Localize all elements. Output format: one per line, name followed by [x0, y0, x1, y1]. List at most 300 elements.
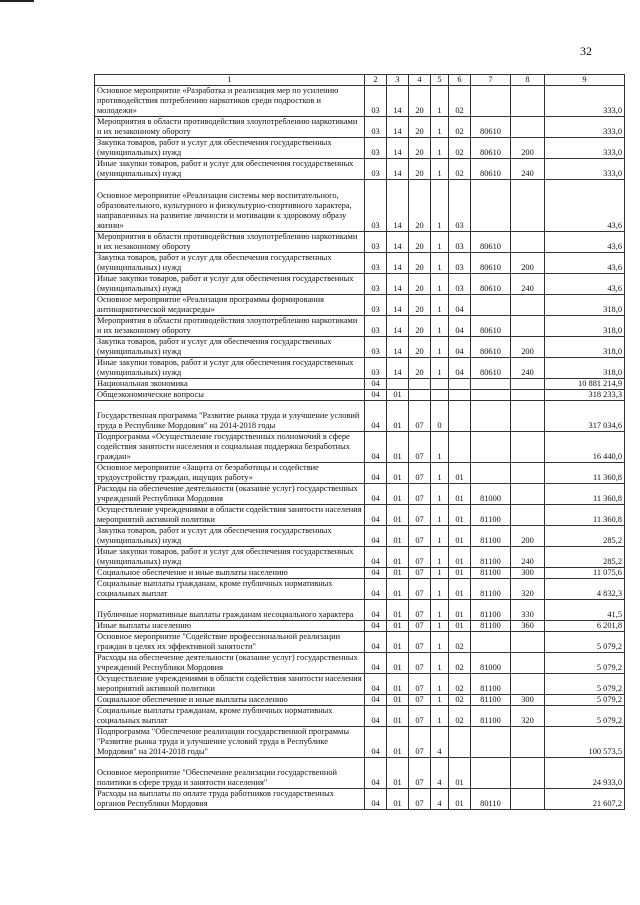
code-cell: 1	[431, 358, 449, 379]
code-cell	[511, 463, 545, 484]
code-cell: 1	[431, 138, 449, 159]
code-cell	[471, 86, 511, 117]
code-cell	[511, 632, 545, 653]
code-cell: 80610	[471, 138, 511, 159]
code-cell: 1	[431, 547, 449, 568]
table-row	[95, 547, 625, 568]
amount-cell: 43,6	[545, 180, 625, 232]
code-cell: 01	[449, 579, 471, 600]
code-cell	[449, 432, 471, 463]
row-name: Социальные выплаты гражданам, кроме публичных нормативных социальных выплат	[95, 706, 365, 727]
code-cell	[471, 390, 511, 401]
table-row	[95, 758, 625, 789]
code-cell: 04	[365, 674, 387, 695]
code-cell: 04	[365, 789, 387, 810]
code-cell: 04	[365, 379, 387, 390]
code-cell	[449, 401, 471, 432]
code-cell	[471, 632, 511, 653]
code-cell: 300	[511, 568, 545, 579]
row-name: Социальное обеспечение и иные выплаты населению	[95, 695, 365, 706]
code-cell: 14	[387, 180, 409, 232]
code-cell: 1	[431, 180, 449, 232]
amount-cell: 11 360,8	[545, 505, 625, 526]
amount-cell: 333,0	[545, 138, 625, 159]
row-name: Основное мероприятие "Обеспечение реализации государственной политики в сфере труда и занятости населения"	[95, 758, 365, 789]
code-cell: 200	[511, 337, 545, 358]
code-cell: 1	[431, 632, 449, 653]
code-cell: 03	[365, 86, 387, 117]
code-cell: 1	[431, 674, 449, 695]
code-cell: 07	[409, 463, 431, 484]
code-cell: 14	[387, 253, 409, 274]
code-cell: 03	[365, 253, 387, 274]
code-cell: 200	[511, 138, 545, 159]
code-cell: 1	[431, 621, 449, 632]
table-header-row	[95, 75, 625, 86]
amount-cell: 10 881 214,9	[545, 379, 625, 390]
code-cell: 1	[431, 695, 449, 706]
amount-cell: 5 079,2	[545, 695, 625, 706]
code-cell: 80610	[471, 316, 511, 337]
code-cell: 360	[511, 621, 545, 632]
row-name: Социальное обеспечение и иные выплаты населению	[95, 568, 365, 579]
code-cell: 04	[365, 568, 387, 579]
code-cell: 1	[431, 86, 449, 117]
table-row	[95, 653, 625, 674]
column-header: 6	[449, 75, 471, 86]
code-cell	[471, 295, 511, 316]
row-name: Основное мероприятие "Содействие профессиональной реализации граждан в целях их эффективной занятости"	[95, 632, 365, 653]
code-cell: 20	[409, 232, 431, 253]
code-cell: 04	[449, 316, 471, 337]
code-cell	[511, 180, 545, 232]
code-cell: 14	[387, 295, 409, 316]
code-cell	[449, 379, 471, 390]
code-cell: 04	[365, 547, 387, 568]
row-name: Осуществление учреждениями в области содействия занятости населения мероприятий активной политики	[95, 505, 365, 526]
code-cell	[471, 463, 511, 484]
code-cell: 20	[409, 117, 431, 138]
code-cell: 04	[365, 653, 387, 674]
code-cell: 07	[409, 600, 431, 621]
code-cell	[511, 789, 545, 810]
code-cell: 1	[431, 232, 449, 253]
code-cell: 1	[431, 484, 449, 505]
code-cell: 01	[387, 568, 409, 579]
code-cell: 04	[365, 706, 387, 727]
row-name: Закупка товаров, работ и услуг для обеспечения государственных (муниципальных) нужд	[95, 337, 365, 358]
code-cell: 03	[365, 295, 387, 316]
table-row	[95, 579, 625, 600]
table-row	[95, 727, 625, 758]
code-cell	[387, 379, 409, 390]
code-cell: 02	[449, 674, 471, 695]
amount-cell: 16 440,0	[545, 432, 625, 463]
code-cell: 04	[365, 579, 387, 600]
code-cell	[471, 727, 511, 758]
code-cell: 03	[365, 337, 387, 358]
row-name: Осуществление учреждениями в области содействия занятости населения мероприятий активной политики	[95, 674, 365, 695]
code-cell: 04	[365, 401, 387, 432]
code-cell: 04	[365, 432, 387, 463]
amount-cell: 5 079,2	[545, 706, 625, 727]
row-name: Иные закупки товаров, работ и услуг для обеспечения государственных (муниципальных) нужд	[95, 274, 365, 295]
code-cell	[511, 379, 545, 390]
code-cell: 01	[449, 526, 471, 547]
code-cell: 1	[431, 253, 449, 274]
code-cell	[511, 727, 545, 758]
code-cell: 07	[409, 727, 431, 758]
table-row	[95, 316, 625, 337]
code-cell: 81100	[471, 505, 511, 526]
code-cell: 02	[449, 706, 471, 727]
code-cell: 81100	[471, 547, 511, 568]
code-cell: 07	[409, 568, 431, 579]
code-cell: 07	[409, 432, 431, 463]
code-cell: 240	[511, 274, 545, 295]
code-cell: 1	[431, 526, 449, 547]
amount-cell: 318 233,3	[545, 390, 625, 401]
code-cell: 01	[449, 758, 471, 789]
table-row	[95, 138, 625, 159]
column-header: 5	[431, 75, 449, 86]
row-name: Расходы на выплаты по оплате труда работников государственных органов Республики Мордовия	[95, 789, 365, 810]
row-name: Национальная экономика	[95, 379, 365, 390]
code-cell: 01	[387, 390, 409, 401]
code-cell	[471, 432, 511, 463]
row-name: Основное мероприятие «Реализация программы формирования антинаркотической медиасреды»	[95, 295, 365, 316]
code-cell	[511, 653, 545, 674]
code-cell: 81100	[471, 600, 511, 621]
code-cell	[511, 117, 545, 138]
amount-cell: 43,6	[545, 232, 625, 253]
code-cell: 4	[431, 727, 449, 758]
code-cell: 01	[387, 547, 409, 568]
code-cell: 01	[387, 789, 409, 810]
code-cell: 07	[409, 706, 431, 727]
code-cell: 07	[409, 484, 431, 505]
code-cell: 04	[365, 727, 387, 758]
code-cell	[449, 727, 471, 758]
code-cell: 07	[409, 505, 431, 526]
code-cell: 07	[409, 547, 431, 568]
code-cell: 02	[449, 653, 471, 674]
code-cell: 01	[387, 632, 409, 653]
column-header: 7	[471, 75, 511, 86]
code-cell: 01	[387, 505, 409, 526]
code-cell: 1	[431, 316, 449, 337]
code-cell: 20	[409, 180, 431, 232]
code-cell: 80610	[471, 232, 511, 253]
amount-cell: 5 079,2	[545, 674, 625, 695]
table-row	[95, 390, 625, 401]
code-cell: 4	[431, 758, 449, 789]
amount-cell: 24 933,0	[545, 758, 625, 789]
code-cell: 01	[387, 674, 409, 695]
code-cell	[431, 379, 449, 390]
code-cell: 02	[449, 117, 471, 138]
row-name: Подпрограмма "Обеспечение реализации государственной программы "Развитие рынка труда и улучшение условий труда в Республике Мордовия" на 2014-2018 годы"	[95, 727, 365, 758]
code-cell: 14	[387, 138, 409, 159]
code-cell: 01	[387, 706, 409, 727]
code-cell: 03	[365, 274, 387, 295]
table-row	[95, 117, 625, 138]
row-name: Основное мероприятие «Разработка и реализация мер по усилению противодействия потреблению наркотиков среди подростков и молодежи»	[95, 86, 365, 117]
code-cell: 03	[365, 138, 387, 159]
code-cell: 01	[449, 463, 471, 484]
code-cell: 03	[365, 180, 387, 232]
code-cell: 07	[409, 632, 431, 653]
code-cell	[511, 390, 545, 401]
budget-table	[94, 74, 625, 810]
table-row	[95, 253, 625, 274]
code-cell: 03	[365, 117, 387, 138]
code-cell: 14	[387, 159, 409, 180]
code-cell: 1	[431, 432, 449, 463]
row-name: Расходы на обеспечение деятельности (оказание услуг) государственных учреждений Республики Мордовия	[95, 653, 365, 674]
row-name: Закупка товаров, работ и услуг для обеспечения государственных (муниципальных) нужд	[95, 253, 365, 274]
code-cell: 03	[449, 274, 471, 295]
code-cell: 01	[387, 401, 409, 432]
column-header: 4	[409, 75, 431, 86]
amount-cell: 41,5	[545, 600, 625, 621]
code-cell: 80610	[471, 159, 511, 180]
code-cell: 20	[409, 337, 431, 358]
code-cell	[409, 390, 431, 401]
amount-cell: 318,0	[545, 316, 625, 337]
code-cell: 81100	[471, 579, 511, 600]
code-cell: 04	[365, 463, 387, 484]
row-name: Основное мероприятие «Защита от безработицы и содействие трудоустройству граждан, ищущих работу»	[95, 463, 365, 484]
code-cell: 04	[365, 390, 387, 401]
code-cell: 02	[449, 632, 471, 653]
code-cell: 01	[387, 526, 409, 547]
row-name: Мероприятия в области противодействия злоупотреблению наркотиками и их незаконному обороту	[95, 232, 365, 253]
amount-cell: 285,2	[545, 547, 625, 568]
code-cell: 01	[449, 789, 471, 810]
code-cell: 07	[409, 621, 431, 632]
code-cell: 01	[387, 727, 409, 758]
table-row	[95, 632, 625, 653]
code-cell: 20	[409, 295, 431, 316]
code-cell: 01	[387, 463, 409, 484]
code-cell	[511, 758, 545, 789]
row-name: Закупка товаров, работ и услуг для обеспечения государственных (муниципальных) нужд	[95, 526, 365, 547]
code-cell: 20	[409, 316, 431, 337]
row-name: Публичные нормативные выплаты гражданам несоциального характера	[95, 600, 365, 621]
code-cell: 14	[387, 274, 409, 295]
code-cell: 1	[431, 117, 449, 138]
code-cell: 04	[449, 358, 471, 379]
table-row	[95, 232, 625, 253]
code-cell: 04	[365, 600, 387, 621]
code-cell: 1	[431, 337, 449, 358]
code-cell: 01	[387, 432, 409, 463]
row-name: Иные закупки товаров, работ и услуг для обеспечения государственных (муниципальных) нужд	[95, 159, 365, 180]
table-row	[95, 379, 625, 390]
code-cell: 20	[409, 253, 431, 274]
amount-cell: 11 360,8	[545, 484, 625, 505]
code-cell: 04	[365, 695, 387, 706]
row-name: Социальные выплаты гражданам, кроме публичных нормативных социальных выплат	[95, 579, 365, 600]
code-cell: 01	[449, 568, 471, 579]
code-cell: 07	[409, 674, 431, 695]
code-cell: 240	[511, 358, 545, 379]
code-cell: 07	[409, 579, 431, 600]
row-name: Иные выплаты населению	[95, 621, 365, 632]
code-cell: 300	[511, 695, 545, 706]
code-cell: 03	[365, 159, 387, 180]
code-cell	[431, 390, 449, 401]
code-cell	[511, 505, 545, 526]
code-cell: 01	[387, 653, 409, 674]
code-cell: 07	[409, 758, 431, 789]
code-cell: 07	[409, 526, 431, 547]
table-row	[95, 432, 625, 463]
code-cell	[511, 484, 545, 505]
row-name: Основное мероприятие «Реализация системы мер воспитательного, образовательного, культурного и физкультурно-спортивного характера, направленных на развитие личности и мотивации к здоровому образу жизни»	[95, 180, 365, 232]
row-name: Иные закупки товаров, работ и услуг для обеспечения государственных (муниципальных) нужд	[95, 358, 365, 379]
row-name: Государственная программа "Развитие рынка труда и улучшение условий труда в Республике Мордовия" на 2014-2018 годы	[95, 401, 365, 432]
code-cell: 01	[449, 600, 471, 621]
code-cell	[449, 390, 471, 401]
code-cell: 04	[365, 505, 387, 526]
code-cell: 0	[431, 401, 449, 432]
row-name: Мероприятия в области противодействия злоупотреблению наркотиками и их незаконному обороту	[95, 117, 365, 138]
column-header: 8	[511, 75, 545, 86]
code-cell: 1	[431, 295, 449, 316]
column-header: 2	[365, 75, 387, 86]
amount-cell: 333,0	[545, 117, 625, 138]
code-cell: 80110	[471, 789, 511, 810]
code-cell: 80610	[471, 117, 511, 138]
code-cell: 04	[449, 337, 471, 358]
code-cell: 02	[449, 159, 471, 180]
table-row	[95, 86, 625, 117]
amount-cell: 318,0	[545, 337, 625, 358]
amount-cell: 318,0	[545, 295, 625, 316]
table-row	[95, 505, 625, 526]
table-row	[95, 463, 625, 484]
code-cell	[511, 86, 545, 117]
table-row	[95, 180, 625, 232]
code-cell: 14	[387, 358, 409, 379]
amount-cell: 317 034,6	[545, 401, 625, 432]
code-cell: 14	[387, 337, 409, 358]
row-name: Иные закупки товаров, работ и услуг для обеспечения государственных (муниципальных) нужд	[95, 547, 365, 568]
code-cell: 1	[431, 653, 449, 674]
code-cell: 1	[431, 568, 449, 579]
code-cell: 81100	[471, 568, 511, 579]
column-header: 1	[95, 75, 365, 86]
corner-scan-mark	[0, 0, 34, 2]
code-cell	[511, 295, 545, 316]
code-cell: 07	[409, 401, 431, 432]
code-cell: 200	[511, 253, 545, 274]
table-row	[95, 621, 625, 632]
code-cell	[511, 316, 545, 337]
table-row	[95, 526, 625, 547]
code-cell: 01	[387, 484, 409, 505]
table-row	[95, 401, 625, 432]
code-cell: 01	[449, 621, 471, 632]
code-cell: 01	[449, 484, 471, 505]
row-name: Закупка товаров, работ и услуг для обеспечения государственных (муниципальных) нужд	[95, 138, 365, 159]
code-cell: 02	[449, 138, 471, 159]
code-cell: 01	[387, 579, 409, 600]
code-cell: 14	[387, 117, 409, 138]
code-cell: 03	[365, 232, 387, 253]
code-cell: 20	[409, 274, 431, 295]
amount-cell: 11 075,6	[545, 568, 625, 579]
code-cell: 03	[365, 358, 387, 379]
row-name: Расходы на обеспечение деятельности (оказание услуг) государственных учреждений Республики Мордовия	[95, 484, 365, 505]
amount-cell: 333,0	[545, 159, 625, 180]
table-row	[95, 295, 625, 316]
amount-cell: 21 607,2	[545, 789, 625, 810]
code-cell: 07	[409, 653, 431, 674]
code-cell: 03	[449, 180, 471, 232]
code-cell: 14	[387, 316, 409, 337]
code-cell: 1	[431, 274, 449, 295]
table-row	[95, 568, 625, 579]
code-cell: 81100	[471, 621, 511, 632]
code-cell: 04	[449, 295, 471, 316]
table-row	[95, 789, 625, 810]
code-cell: 01	[387, 695, 409, 706]
code-cell: 02	[449, 86, 471, 117]
code-cell: 20	[409, 86, 431, 117]
column-header: 3	[387, 75, 409, 86]
code-cell: 04	[365, 484, 387, 505]
code-cell	[471, 180, 511, 232]
code-cell: 4	[431, 789, 449, 810]
code-cell: 04	[365, 526, 387, 547]
table-row	[95, 159, 625, 180]
code-cell: 01	[449, 505, 471, 526]
code-cell: 240	[511, 159, 545, 180]
table-row	[95, 484, 625, 505]
amount-cell: 285,2	[545, 526, 625, 547]
table-row	[95, 274, 625, 295]
code-cell: 20	[409, 159, 431, 180]
amount-cell: 11 360,8	[545, 463, 625, 484]
code-cell: 1	[431, 579, 449, 600]
code-cell: 07	[409, 789, 431, 810]
code-cell: 81100	[471, 695, 511, 706]
code-cell: 20	[409, 358, 431, 379]
table-row	[95, 706, 625, 727]
code-cell: 80610	[471, 274, 511, 295]
code-cell: 81000	[471, 653, 511, 674]
code-cell	[471, 758, 511, 789]
table-row	[95, 358, 625, 379]
code-cell: 1	[431, 706, 449, 727]
code-cell: 320	[511, 706, 545, 727]
code-cell: 81100	[471, 674, 511, 695]
table-row	[95, 337, 625, 358]
amount-cell: 333,0	[545, 86, 625, 117]
code-cell	[511, 401, 545, 432]
code-cell: 81100	[471, 526, 511, 547]
code-cell: 1	[431, 159, 449, 180]
code-cell	[471, 379, 511, 390]
code-cell: 03	[365, 316, 387, 337]
code-cell: 14	[387, 86, 409, 117]
amount-cell: 100 573,5	[545, 727, 625, 758]
code-cell: 01	[387, 758, 409, 789]
code-cell: 240	[511, 547, 545, 568]
